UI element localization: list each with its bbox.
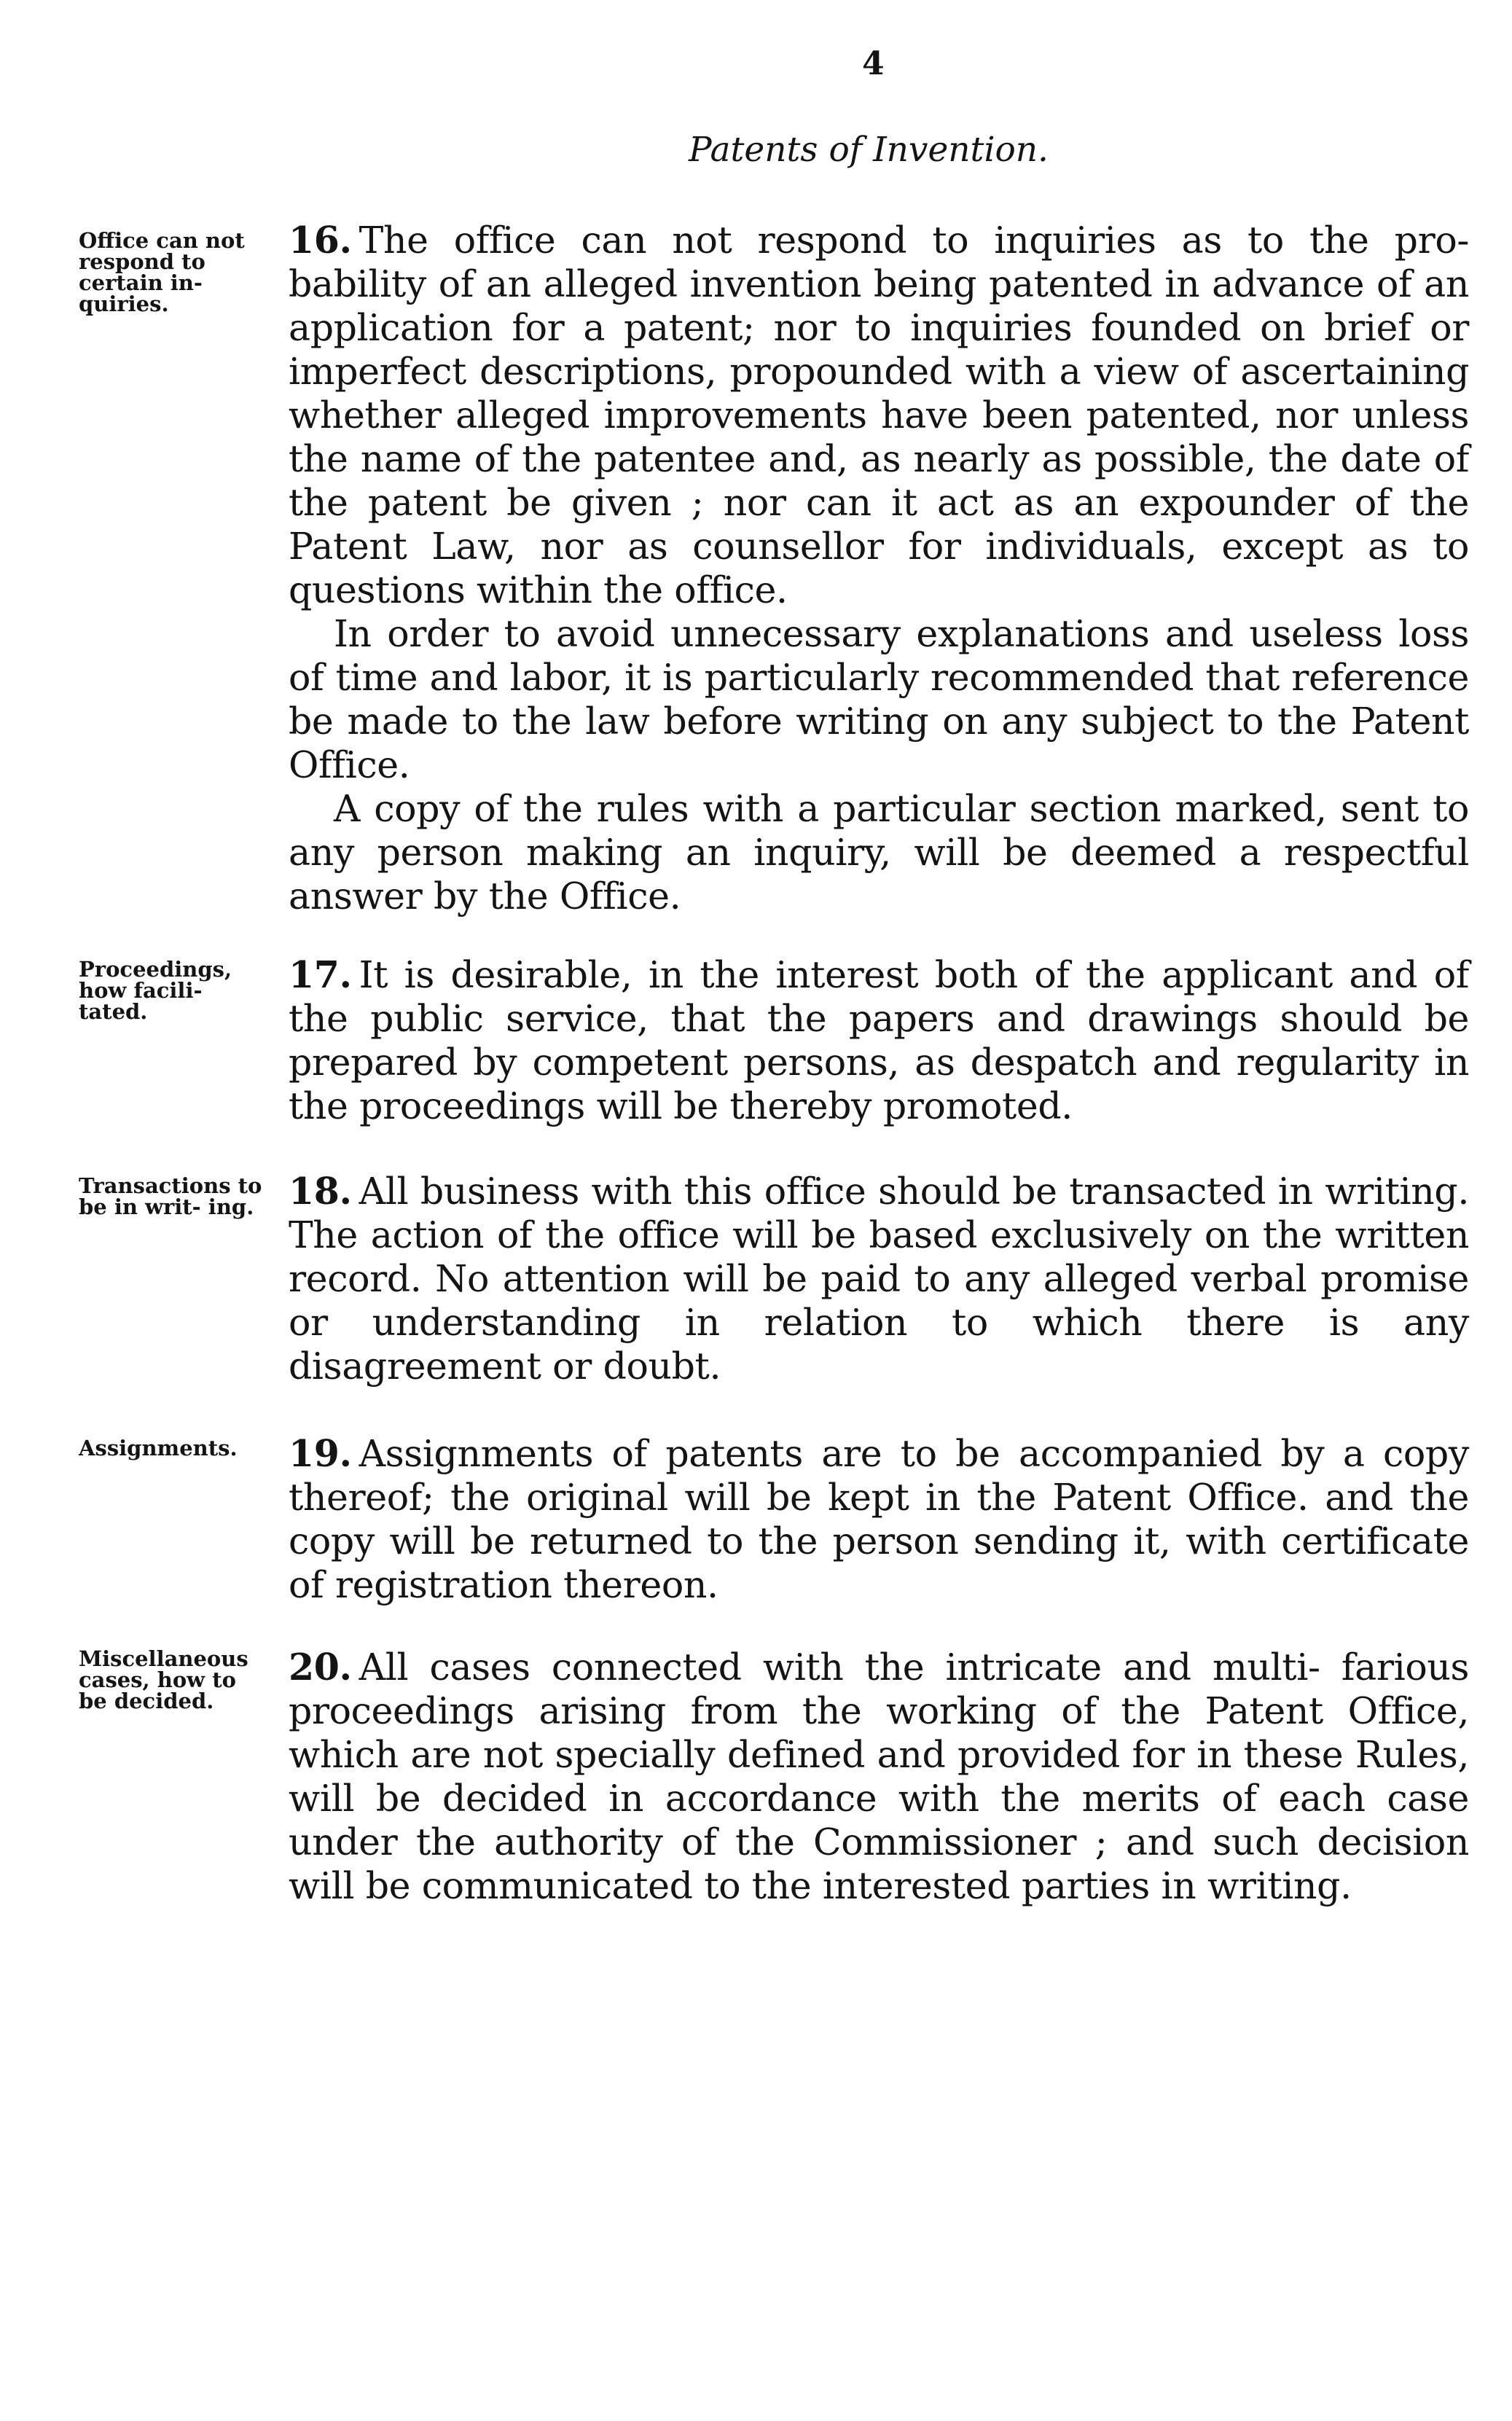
section-19-body	[289, 1432, 1469, 1607]
sidenote-17: Proceedings, how facili- tated.	[79, 957, 232, 1024]
page-number: 4	[862, 45, 885, 82]
sidenote-16: Office can not respond to certain in- quiries.	[79, 228, 245, 316]
section-number: 17.	[289, 953, 352, 996]
paragraph-text: It is desirable, in the interest both of the applicant and of the public service, that the papers and drawings should be prepared by competent persons, as despatch and regularity in the proceedings will be thereby promoted.	[289, 953, 1469, 1127]
paragraph	[289, 1432, 1469, 1607]
running-title: Patents of Invention.	[689, 130, 1049, 170]
paragraph	[289, 219, 1469, 612]
paragraph	[289, 953, 1469, 1128]
section-18-body	[289, 1170, 1469, 1388]
paragraph: In order to avoid unnecessary explanations and useless loss of time and labor, it is particularly recommended that reference be made to the law before writing on any subject to the Patent Office.	[289, 612, 1469, 786]
section-20-body	[289, 1646, 1469, 1908]
paragraph-text: All business with this office should be transacted in writing. The action of the office will be based exclusively on the written record. No attention will be paid to any alleged verbal promise or understanding in relation to which there is any disagreement or doubt.	[289, 1170, 1469, 1388]
section-16-body	[289, 219, 1469, 918]
sidenote-20: Miscellaneous cases, how to be decided.	[79, 1646, 248, 1713]
section-number: 16.	[289, 219, 352, 262]
section-number: 20.	[289, 1646, 352, 1689]
paragraph-text: All cases connected with the intricate and multi- farious proceedings arising from the working of the Patent Office, which are not specially defined and provided for in these Rules, will be decided in accordance with the merits of each case under the authority of the Commissioner ; and such decision will be communicated to the interested parties in writing.	[289, 1646, 1469, 1907]
paragraph	[289, 1170, 1469, 1388]
paragraph: A copy of the rules with a particular section marked, sent to any person making an inquiry, will be deemed a respectful answer by the Office.	[289, 787, 1469, 918]
section-17-body	[289, 953, 1469, 1128]
paragraph	[289, 1646, 1469, 1908]
section-number: 18.	[289, 1170, 352, 1213]
paragraph-text: The office can not respond to inquiries as to the pro- bability of an alleged invention being patented in advance of an application for a patent; nor to inquiries founded on brief or imperfect descriptions, propounded with a view of ascertaining whether alleged improvements have been patented, nor unless the name of the patentee and, as nearly as possible, the date of the patent be given ; nor can it act as an expounder of the Patent Law, nor as counsellor for individuals, except as to questions within the office.	[289, 219, 1469, 611]
sidenote-19: Assignments.	[79, 1436, 238, 1460]
sidenote-18: Transactions to be in writ- ing.	[79, 1173, 262, 1219]
section-number: 19.	[289, 1432, 352, 1475]
paragraph-text: Assignments of patents are to be accompanied by a copy thereof; the original will be kept in the Patent Office. and the copy will be returned to the person sending it, with certificate of registration thereon.	[289, 1432, 1469, 1606]
